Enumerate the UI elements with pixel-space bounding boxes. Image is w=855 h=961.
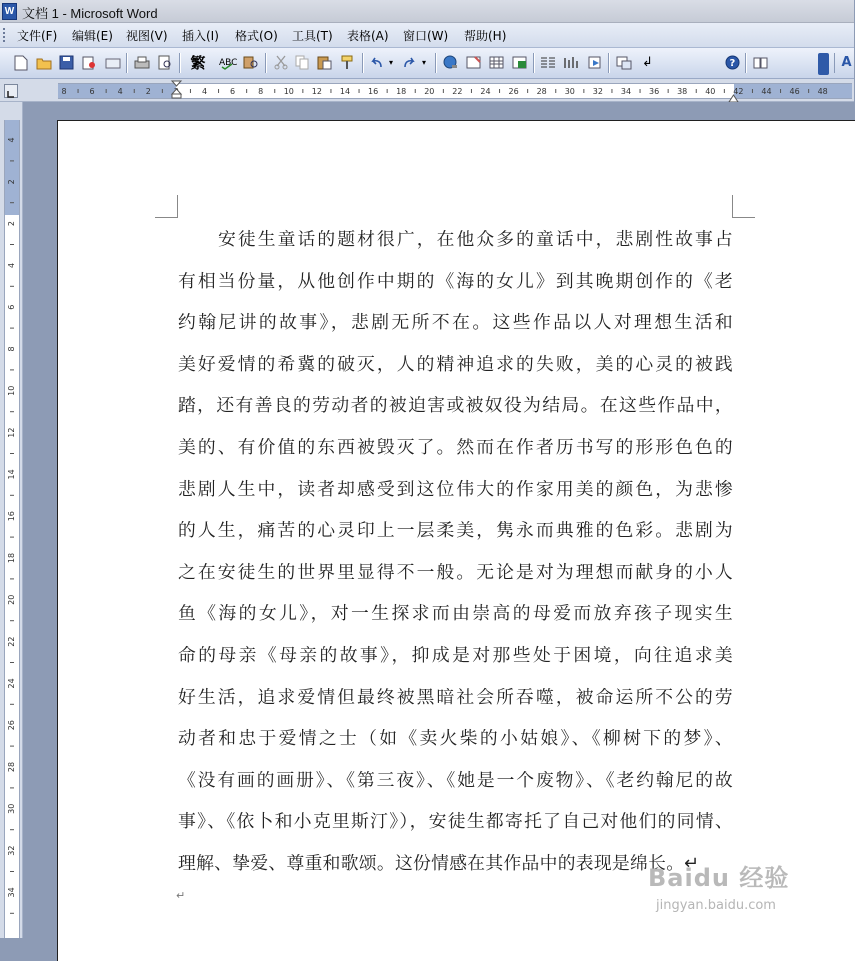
toolbar-separator bbox=[362, 53, 364, 73]
toolbar-separator bbox=[265, 53, 267, 73]
toolbar-separator bbox=[834, 53, 835, 73]
ruler-tick-label: 4 bbox=[201, 87, 208, 96]
ruler-tick-label: 6 bbox=[89, 87, 95, 96]
text-line: 好生活，追求爱情但最终被黑暗社会所吞噬，被命运所不公的劳 bbox=[178, 686, 733, 708]
help-icon[interactable] bbox=[724, 54, 741, 71]
ruler-tick-label: 38 bbox=[677, 87, 688, 96]
copy-icon[interactable] bbox=[294, 54, 311, 71]
crop-mark-top-right bbox=[732, 195, 755, 218]
ruler-tick-label: 46 bbox=[789, 87, 800, 96]
watermark-brand: Baidu 经验 bbox=[648, 864, 790, 892]
ruler-tick-label: 8 bbox=[61, 87, 67, 96]
menu-edit[interactable]: 编辑(E) bbox=[72, 29, 113, 43]
columns-icon[interactable] bbox=[539, 54, 556, 71]
vertical-ruler-tick-label: 30 bbox=[7, 803, 16, 814]
vertical-ruler-tick-label: 24 bbox=[7, 678, 16, 689]
permission-icon[interactable] bbox=[80, 54, 97, 71]
open-icon[interactable] bbox=[35, 54, 52, 71]
text-line: 命的母亲《母亲的故事》，抑成是对那些处于困境，向往追求美 bbox=[178, 644, 733, 666]
vertical-ruler-tick-label: 34 bbox=[7, 887, 16, 898]
ruler-tick-label: 4 bbox=[117, 87, 123, 96]
ruler-tick-label: 22 bbox=[452, 87, 463, 96]
menu-grip-handle[interactable] bbox=[3, 28, 7, 42]
menu-format[interactable]: 格式(O) bbox=[235, 29, 278, 43]
toolbar-separator bbox=[608, 53, 610, 73]
baidu-watermark bbox=[648, 858, 818, 920]
text-line: 事》、《依卜和小克里斯汀》），安徒生都寄托了自己对他们的同情、 bbox=[178, 811, 733, 833]
svg-text:ABC: ABC bbox=[218, 58, 237, 68]
ruler-tick-label: 10 bbox=[283, 87, 294, 96]
indent-marker-icon[interactable] bbox=[172, 81, 181, 99]
vertical-ruler-track[interactable] bbox=[4, 120, 20, 938]
vertical-ruler-tick-label: 8 bbox=[7, 346, 16, 352]
ruler-tick-label: 28 bbox=[536, 87, 547, 96]
text-line: 《没有画的画册》、《第三夜》、《她是一个废物》、《老约翰尼的故 bbox=[178, 769, 733, 791]
toolbar-separator bbox=[745, 53, 747, 73]
tables-borders-icon[interactable] bbox=[465, 54, 482, 71]
toolbar-separator bbox=[435, 53, 437, 73]
traditional-icon[interactable]: 繁 bbox=[190, 54, 206, 72]
text-line: 踏，还有善良的劳动者的被迫害或被奴役为结局。在这些作品中， bbox=[178, 395, 733, 417]
read-book-icon[interactable] bbox=[752, 54, 769, 71]
ruler-tick-label: 6 bbox=[230, 87, 236, 96]
word-app-icon[interactable]: W bbox=[2, 3, 17, 20]
title-bar bbox=[0, 0, 854, 23]
vertical-ruler-tick-label: 6 bbox=[7, 304, 16, 310]
text-line: 美的、有价值的东西被毁灭了。然而在作者历书写的形形色色的 bbox=[178, 436, 733, 458]
ruler-tick-label: 26 bbox=[508, 87, 519, 96]
insert-table-icon[interactable] bbox=[488, 54, 505, 71]
ruler-tick-label: 34 bbox=[620, 87, 632, 96]
reading-layout-icon[interactable] bbox=[615, 54, 632, 71]
paragraph-mark: ↵ bbox=[176, 889, 186, 902]
svg-text:?: ? bbox=[729, 58, 736, 69]
menu-window[interactable]: 窗口(W) bbox=[403, 29, 449, 43]
redo-dropdown-icon[interactable]: ▾ bbox=[421, 58, 426, 67]
format-painter-icon[interactable] bbox=[339, 54, 356, 71]
ruler-tick-label: 24 bbox=[480, 87, 491, 96]
spelling-icon[interactable] bbox=[218, 54, 235, 71]
research-icon[interactable] bbox=[242, 54, 259, 71]
menu-tools[interactable]: 工具(T) bbox=[292, 29, 333, 43]
document-map-icon[interactable] bbox=[586, 54, 603, 71]
vertical-ruler-tick-label: 4 bbox=[7, 262, 16, 268]
vertical-ruler-tick-label: 12 bbox=[7, 427, 16, 438]
ruler-tick-label: 40 bbox=[705, 87, 716, 96]
vertical-ruler-tick-label: 10 bbox=[7, 385, 16, 396]
ruler-tick-label: 2 bbox=[145, 87, 151, 96]
standard-toolbar bbox=[0, 48, 854, 79]
vertical-ruler-tick-label: 22 bbox=[7, 636, 16, 647]
ruler-tick-label: 14 bbox=[339, 87, 351, 96]
horizontal-ruler[interactable] bbox=[0, 79, 854, 102]
new-icon[interactable] bbox=[12, 54, 29, 71]
document-body[interactable] bbox=[178, 219, 733, 885]
tab-selector-button[interactable] bbox=[4, 84, 18, 98]
vertical-ruler-tick-label: 2 bbox=[7, 179, 16, 185]
text-line: 之在安徒生的世界里显得不一般。无论是对为理想而献身的小人 bbox=[178, 561, 733, 583]
vertical-ruler-tick-label: 28 bbox=[7, 761, 16, 773]
text-line: 理解、挚爱、尊重和歌颂。这份情感在其作品中的表现是绵长。↵ bbox=[178, 852, 700, 874]
text-line: 安徒生童话的题材很广，在他众多的童话中，悲剧性故事占 bbox=[218, 229, 733, 250]
vertical-ruler[interactable] bbox=[0, 102, 23, 938]
undo-dropdown-icon[interactable]: ▾ bbox=[388, 58, 393, 67]
redo-icon[interactable] bbox=[401, 54, 418, 71]
ruler-tick-label: 42 bbox=[733, 87, 744, 96]
print-preview-icon[interactable] bbox=[156, 54, 173, 71]
toolbar-separator bbox=[126, 53, 128, 73]
vertical-ruler-tick-label: 2 bbox=[7, 221, 16, 227]
paste-icon[interactable] bbox=[316, 54, 333, 71]
window-title: 文档 1 - Microsoft Word bbox=[22, 6, 158, 21]
undo-icon[interactable] bbox=[368, 54, 385, 71]
hyperlink-icon[interactable] bbox=[442, 54, 459, 71]
vertical-ruler-tick-label: 4 bbox=[7, 137, 16, 143]
ruler-tick-label: 18 bbox=[396, 87, 407, 96]
ruler-tick-label: 48 bbox=[817, 87, 828, 96]
text-line: 的人生，痛苦的心灵印上一层柔美，隽永而典雅的色彩。悲剧为 bbox=[178, 520, 733, 542]
vertical-ruler-tick-label: 26 bbox=[7, 720, 16, 731]
toolbar-separator bbox=[533, 53, 535, 73]
document-page[interactable] bbox=[57, 120, 855, 961]
ruler-tick-label: 30 bbox=[564, 87, 575, 96]
menu-insert[interactable]: 插入(I) bbox=[182, 29, 219, 43]
email-icon[interactable] bbox=[104, 54, 121, 71]
ruler-tick-label: 32 bbox=[592, 87, 603, 96]
document-workspace[interactable] bbox=[23, 102, 854, 938]
drawing-icon[interactable] bbox=[562, 54, 579, 71]
save-icon[interactable] bbox=[58, 54, 75, 71]
vertical-ruler-tick-label: 16 bbox=[7, 511, 16, 522]
text-line: 悲剧人生中，读者却感受到这位伟大的作家用美的颜色，为悲惨 bbox=[178, 478, 733, 500]
font-color-icon[interactable]: A bbox=[841, 55, 852, 70]
vertical-ruler-tick-label: 32 bbox=[7, 845, 16, 856]
toolbar-separator bbox=[179, 53, 181, 73]
right-indent-marker-icon[interactable] bbox=[729, 88, 738, 98]
ruler-tick-label: 20 bbox=[424, 87, 435, 96]
vertical-ruler-tick-label: 14 bbox=[7, 469, 16, 480]
text-line: 动者和忠于爱情之士（如《卖火柴的小姑娘》、《柳树下的梦》、 bbox=[178, 728, 733, 750]
text-line: 鱼《海的女儿》，对一生探求而由崇高的母爱而放弃孩子现实生 bbox=[178, 603, 733, 625]
ruler-tick-label: 16 bbox=[368, 87, 379, 96]
menu-bar bbox=[0, 23, 854, 48]
ruler-tick-label: 12 bbox=[311, 87, 322, 96]
toolbar-options-button[interactable] bbox=[818, 53, 829, 75]
ruler-tick-label: 8 bbox=[258, 87, 264, 96]
text-line: 有相当份量，从他创作中期的《海的女儿》到其晚期创作的《老 bbox=[178, 270, 733, 292]
print-icon[interactable] bbox=[133, 54, 150, 71]
menu-help[interactable]: 帮助(H) bbox=[464, 29, 507, 43]
cut-icon[interactable] bbox=[272, 54, 289, 71]
ruler-tick-label: 36 bbox=[649, 87, 660, 96]
text-line: 约翰尼讲的故事》，悲剧无所不在。这些作品以人对理想生活和 bbox=[178, 312, 733, 334]
menu-view[interactable]: 视图(V) bbox=[126, 29, 168, 43]
menu-file[interactable]: 文件(F) bbox=[17, 29, 58, 43]
vertical-ruler-tick-label: 20 bbox=[7, 594, 16, 605]
menu-table[interactable]: 表格(A) bbox=[347, 29, 389, 43]
ruler-tick-label: 44 bbox=[761, 87, 772, 96]
watermark-url: jingyan.baidu.com bbox=[656, 898, 776, 913]
show-hide-icon[interactable]: ↲ bbox=[642, 55, 653, 70]
crop-mark-top-left bbox=[155, 195, 178, 218]
insert-excel-icon[interactable] bbox=[511, 54, 528, 71]
text-line: 美好爱情的希冀的破灭，人的精神追求的失败，美的心灵的被践 bbox=[178, 353, 733, 375]
vertical-ruler-ticks bbox=[5, 120, 19, 938]
vertical-ruler-tick-label: 18 bbox=[7, 552, 16, 564]
